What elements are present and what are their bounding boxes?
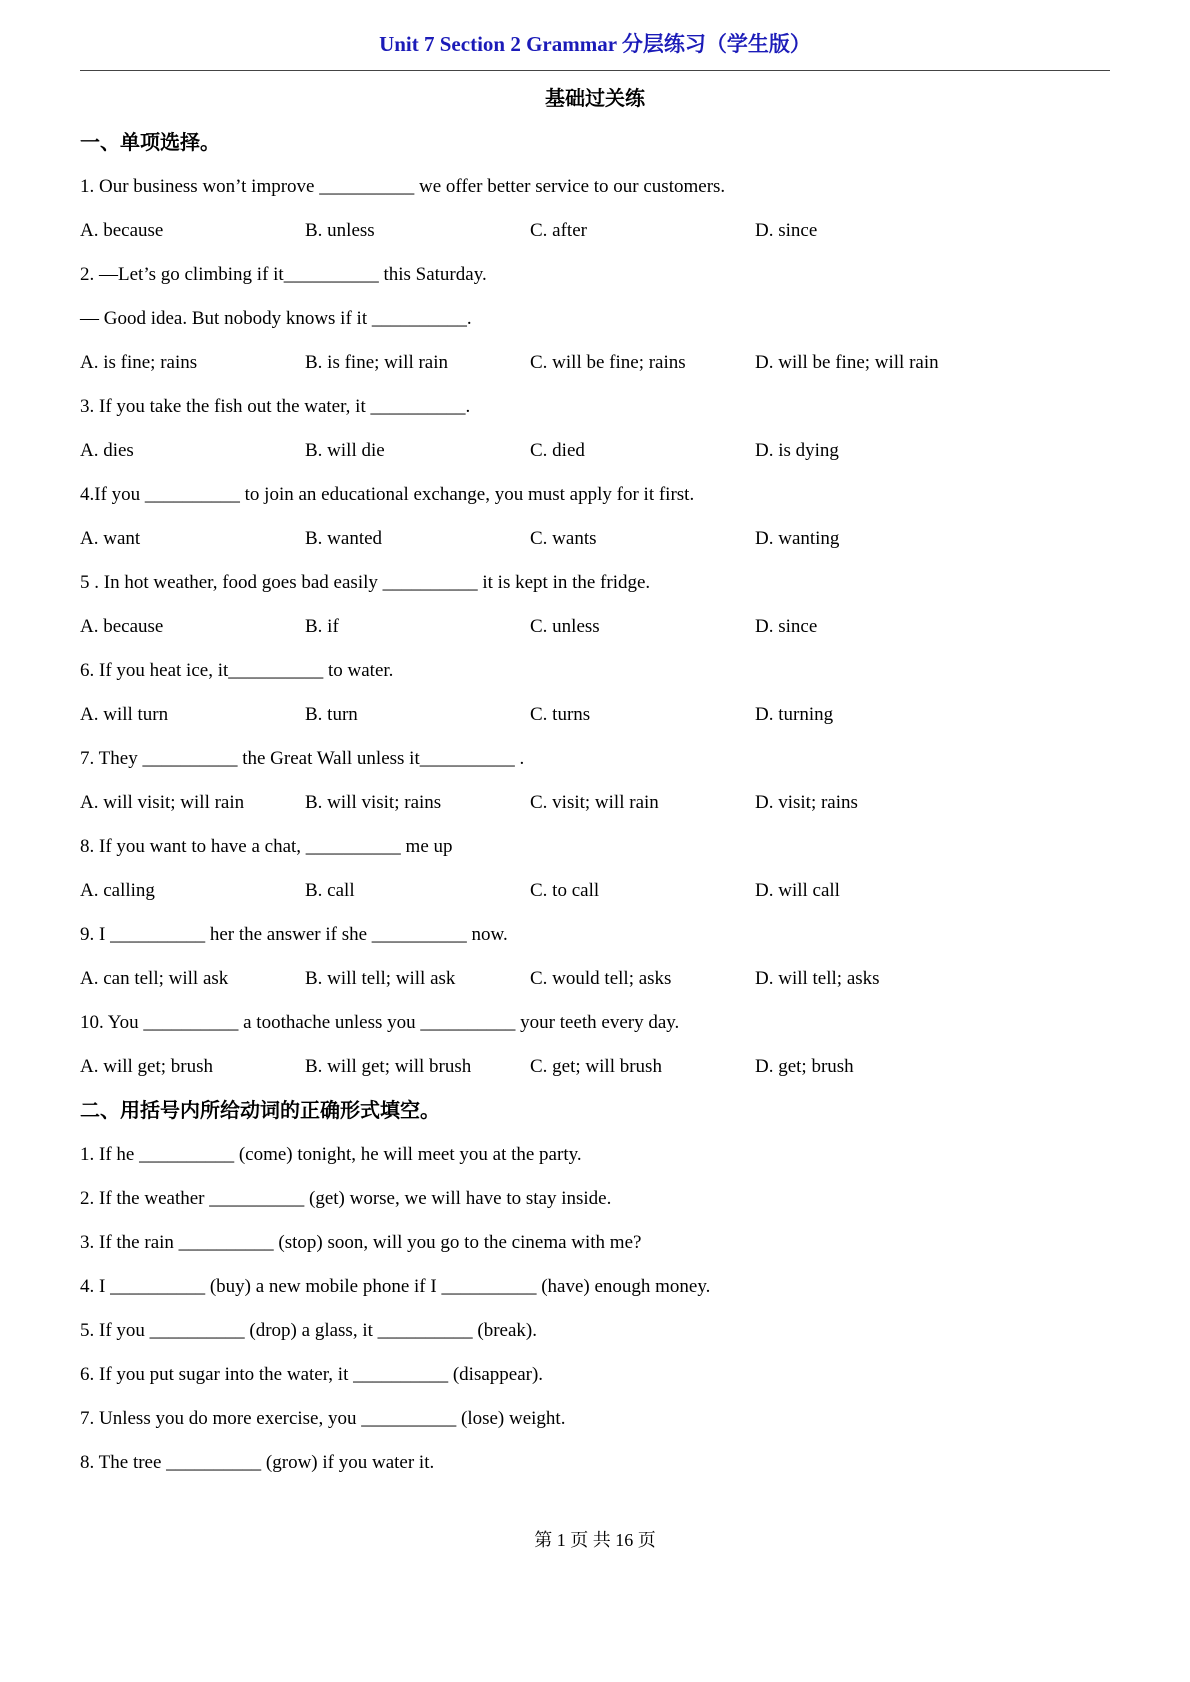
question-block [80, 1001, 1110, 1089]
question-text: 1. Our business won’t improve __________ we offer better service to our customers. [80, 176, 726, 197]
option-a: A. dies [80, 440, 134, 461]
option-a: A. because [80, 616, 164, 637]
question-text: 8. If you want to have a chat, __________ me up [80, 836, 453, 857]
option-a: A. calling [80, 880, 155, 901]
question-block [80, 737, 1110, 825]
options-row [80, 517, 1110, 561]
question-text: 3. If you take the fish out the water, it __________. [80, 396, 471, 417]
options-row [80, 429, 1110, 473]
option-a: A. will visit; will rain [80, 792, 245, 813]
option-a: A. want [80, 528, 141, 549]
option-c: C. turns [530, 704, 591, 725]
fill-blank-item: 8. The tree __________ (grow) if you water it. [80, 1452, 435, 1473]
options-row [80, 209, 1110, 253]
option-c: C. get; will brush [530, 1056, 662, 1077]
options-row [80, 341, 1110, 385]
question-text: 7. They __________ the Great Wall unless it__________ . [80, 748, 525, 769]
option-b: B. if [305, 616, 339, 637]
option-a: A. because [80, 220, 164, 241]
question-block [80, 825, 1110, 913]
option-d: D. since [755, 220, 818, 241]
option-b: B. is fine; will rain [305, 352, 449, 373]
fill-blank-item: 3. If the rain __________ (stop) soon, will you go to the cinema with me? [80, 1232, 642, 1253]
page-header [80, 30, 1110, 71]
option-d: D. get; brush [755, 1056, 854, 1077]
option-d: D. will be fine; will rain [755, 352, 939, 373]
fill-blank-item: 5. If you __________ (drop) a glass, it __________ (break). [80, 1320, 537, 1341]
options-row [80, 781, 1110, 825]
part2-heading: 二、用括号内所给动词的正确形式填空。 [80, 1100, 440, 1122]
option-c: C. to call [530, 880, 600, 901]
option-d: D. since [755, 616, 818, 637]
option-c: C. will be fine; rains [530, 352, 686, 373]
question-text: 5 . In hot weather, food goes bad easily __________ it is kept in the fridge. [80, 572, 651, 593]
fill-blank-item: 6. If you put sugar into the water, it __________ (disappear). [80, 1364, 544, 1385]
fill-blank-item: 4. I __________ (buy) a new mobile phone if I __________ (have) enough money. [80, 1276, 711, 1297]
part2-items [80, 1133, 1110, 1485]
option-b: B. call [305, 880, 355, 901]
option-c: C. wants [530, 528, 597, 549]
question-block [80, 473, 1110, 561]
option-a: A. is fine; rains [80, 352, 198, 373]
section-title: 基础过关练 [545, 88, 645, 110]
question-text: 4.If you __________ to join an educational exchange, you must apply for it first. [80, 484, 695, 505]
option-c: C. died [530, 440, 585, 461]
option-a: A. will get; brush [80, 1056, 213, 1077]
options-row [80, 693, 1110, 737]
fill-blank-item: 2. If the weather __________ (get) worse, we will have to stay inside. [80, 1188, 612, 1209]
question-block [80, 913, 1110, 1001]
fill-blank-item: 7. Unless you do more exercise, you __________ (lose) weight. [80, 1408, 566, 1429]
question-text: 6. If you heat ice, it__________ to water. [80, 660, 394, 681]
question-block [80, 165, 1110, 253]
option-b: B. will die [305, 440, 385, 461]
options-row [80, 957, 1110, 1001]
option-b: B. will get; will brush [305, 1056, 472, 1077]
option-a: A. can tell; will ask [80, 968, 229, 989]
question-text: 2. —Let’s go climbing if it__________ this Saturday. [80, 264, 487, 285]
option-d: D. turning [755, 704, 834, 725]
option-c: C. would tell; asks [530, 968, 672, 989]
option-b: B. will tell; will ask [305, 968, 456, 989]
options-row [80, 1045, 1110, 1089]
part1-questions [80, 165, 1110, 1089]
question-block [80, 385, 1110, 473]
options-row [80, 869, 1110, 913]
option-a: A. will turn [80, 704, 169, 725]
option-b: B. unless [305, 220, 375, 241]
question-text: 9. I __________ her the answer if she __________ now. [80, 924, 508, 945]
question-block [80, 649, 1110, 737]
document-title: Unit 7 Section 2 Grammar 分层练习（学生版） [379, 32, 811, 56]
options-row [80, 605, 1110, 649]
option-d: D. wanting [755, 528, 840, 549]
option-c: C. visit; will rain [530, 792, 659, 813]
question-block [80, 253, 1110, 385]
header-divider [80, 70, 1110, 71]
option-d: D. visit; rains [755, 792, 858, 813]
option-d: D. is dying [755, 440, 839, 461]
part1-heading: 一、单项选择。 [80, 132, 220, 154]
option-d: D. will call [755, 880, 840, 901]
option-c: C. after [530, 220, 587, 241]
option-c: C. unless [530, 616, 600, 637]
page-footer: 第 1 页 共 16 页 [534, 1530, 656, 1550]
option-d: D. will tell; asks [755, 968, 880, 989]
option-b: B. turn [305, 704, 358, 725]
fill-blank-item: 1. If he __________ (come) tonight, he will meet you at the party. [80, 1144, 582, 1165]
question-block [80, 561, 1110, 649]
question-text: 10. You __________ a toothache unless you __________ your teeth every day. [80, 1012, 680, 1033]
option-b: B. wanted [305, 528, 383, 549]
question-text: — Good idea. But nobody knows if it __________. [80, 308, 472, 329]
option-b: B. will visit; rains [305, 792, 442, 813]
